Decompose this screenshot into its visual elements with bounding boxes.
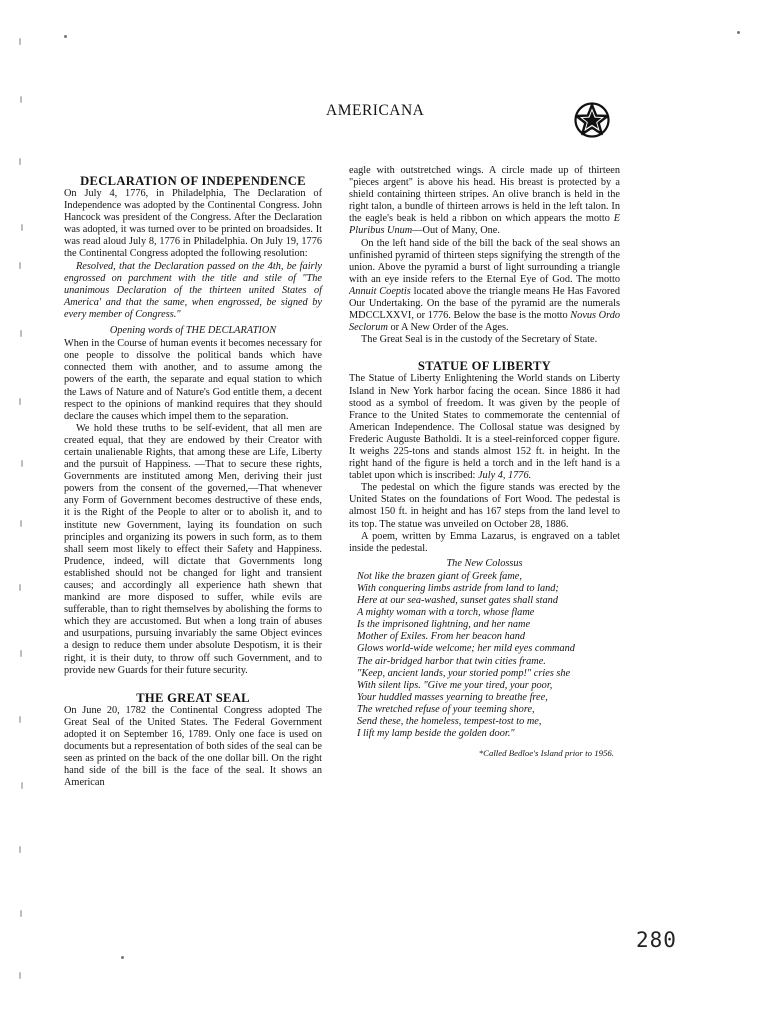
great-seal-cont-paragraph-2	[349, 238, 620, 335]
liberty-paragraph-3: A poem, written by Emma Lazarus, is engraved on a tablet inside the pedestal.	[349, 530, 620, 554]
poem-line: "Keep, ancient lands, your storied pomp!" cries she	[357, 667, 571, 679]
poem-line: Here at our sea-washed, sunset gates shall stand	[357, 595, 558, 607]
poem-title: The New Colossus	[446, 557, 523, 569]
text-run: On the left hand side of the bill the back of the seal shows an unfinished pyramid of thirteen steps signifying the strength of the union. Above the pyramid a burst of light surrounding a triangle with an eye inside refers to the Eternal Eye of God. The motto	[349, 237, 620, 285]
page-number: 280	[636, 928, 677, 952]
liberty-heading: STATUE OF LIBERTY	[417, 359, 552, 374]
declaration-heading: DECLARATION OF INDEPENDENCE	[80, 174, 306, 188]
footnote: *Called Bedloe's Island prior to 1956.	[478, 748, 614, 759]
motto-annuit-coeptis: Annuit Coeptis	[349, 285, 411, 297]
poem	[357, 558, 620, 740]
poem-line: Not like the brazen giant of Greek fame,	[357, 570, 522, 582]
poem-line: The air-bridged harbor that twin cities frame.	[357, 655, 546, 667]
tablet-date: July 4, 1776.	[477, 470, 532, 482]
text-run: located above the triangle means He Has Favored Our Undertaking. On the base of the pyramid are the numerals MDCCLXXVI, or 1776. Below the base is the motto	[349, 285, 620, 322]
text-run: eagle with outstretched wings. A circle made up of thirteen "pieces argent" is above his head. His breast is protected by a shield containing thirteen stripes. An olive branch is held in the right talon, a bundle of thirteen arrows is held in the left talon. In the eagle's beak is held a ribbon on which appears the motto	[349, 165, 620, 225]
great-seal-cont-paragraph-1	[349, 165, 620, 238]
motto-novus-ordo: Novus Ordo Seclorum	[349, 310, 620, 334]
motto-e-pluribus: E Pluribus Unum	[349, 213, 620, 237]
poem-line: The wretched refuse of your teeming shore,	[357, 703, 535, 715]
left-column	[64, 175, 322, 789]
text-run: or A New Order of the Ages.	[387, 322, 509, 334]
poem-line: Is the imprisoned lightning, and her name	[357, 619, 531, 631]
page-title: AMERICANA	[326, 102, 425, 119]
great-seal-cont-paragraph-3: The Great Seal is in the custody of the Secretary of State.	[361, 334, 598, 346]
text-run: —Out of Many, One.	[412, 225, 500, 237]
declaration-subheading: Opening words of THE DECLARATION	[109, 325, 277, 337]
right-column	[349, 165, 620, 759]
declaration-paragraph-1: When in the Course of human events it becomes necessary for one people to dissolve the political bands which have connected them with another, and to assume among the powers of the earth, the separate and equal station to which the Laws of Nature and of Nature's God entitle them, a decent respect to the opinions of mankind requires that they should declare the causes which impel them to the separation.	[64, 338, 322, 422]
liberty-paragraph-2: The pedestal on which the figure stands was erected by the United States on the foundations of Fort Wood. The pedestal is almost 150 ft. in height and has 167 steps from the land level to its top. The statue was unveiled on October 28, 1886.	[349, 482, 620, 530]
poem-line: Mother of Exiles. From her beacon hand	[357, 631, 526, 643]
liberty-paragraph-1	[349, 373, 620, 482]
poem-line: With silent lips. "Give me your tired, your poor,	[357, 679, 553, 691]
great-seal-heading: THE GREAT SEAL	[136, 690, 250, 705]
poem-line: A mighty woman with a torch, whose flame	[357, 607, 535, 619]
poem-line: I lift my lamp beside the golden door."	[357, 728, 515, 740]
great-seal-paragraph: On June 20, 1782 the Continental Congress adopted The Great Seal of the United States. The Federal Government adopted it on September 16, 1789. Only one face is used on documents but a representation of both sides of the seal can be seen as printed on the back of the one dollar bill. On the right hand side of the bill is the face of the seal. It shows an American	[64, 704, 322, 789]
poem-line: With conquering limbs astride from land to land;	[357, 583, 559, 594]
declaration-paragraph-2: We hold these truths to be self-evident, that all men are created equal, that they are endowed by their Creator with certain unalienable Rights, that among these are Life, Liberty and the pursuit of Happiness. —That to secure these rights, Governments are instituted among Men, deriving their just powers from the consent of the governed,—That whenever any Form of Government becomes destructive of these ends, it is the Right of the People to alter or to abolish it, and to institute new Government, laying its foundation on such principles and organizing its powers in such form, as to them shall seem most likely to effect their Safety and Happiness. Prudence, indeed, will dictate that Governments long established should not be changed for light and transient causes; and accordingly all experience hath shewn that mankind are more disposed to suffer, while evils are sufferable, than to right themselves by abolishing the forms to which they are accustomed. But when a long train of abuses and usurpations, pursuing invariably the same Object evinces a design to reduce them under absolute Despotism, it is their right, it is their duty, to throw off such Government, and to provide new Guards for their future security.	[64, 422, 322, 676]
text-run: The Statue of Liberty Enlightening the World stands on Liberty Island in New York harbor facing the ocean. Since 1886 it had stood as a symbol of freedom. It was given by the people of France to the United States to commemorate the centennial of American Independence. The Collosal statue was designed by Frederic Auguste Batholdi. It is a steel-reinforced copper figure. It weighs 225-tons and stands almost 152 ft. in height. In the right hand of the figure is held a torch and in the left hand is a tablet upon which is inscribed:	[349, 373, 620, 482]
poem-line: Glows world-wide welcome; her mild eyes command	[357, 643, 575, 655]
star-seal-icon	[570, 101, 614, 139]
poem-line: Your huddled masses yearning to breathe free,	[357, 691, 548, 703]
declaration-resolution: Resolved, that the Declaration passed on the 4th, be fairly engrossed on parchment with the title and stile of "The unanimous Declaration of the thirteen united States of America' and that the same, when engrossed, be signed by every member of Congress."	[64, 260, 322, 320]
declaration-intro: On July 4, 1776, in Philadelphia, The Declaration of Independence was adopted by the Continental Congress. John Hancock was president of the Congress. After the Declaration was adopted, it was turned over to be printed on broadsides. It was read aloud July 8, 1776 in Philadelphia. On July 19, 1776 the Continental Congress adopted the following resolution:	[64, 188, 322, 260]
poem-line: Send these, the homeless, tempest-tost to me,	[357, 716, 542, 728]
